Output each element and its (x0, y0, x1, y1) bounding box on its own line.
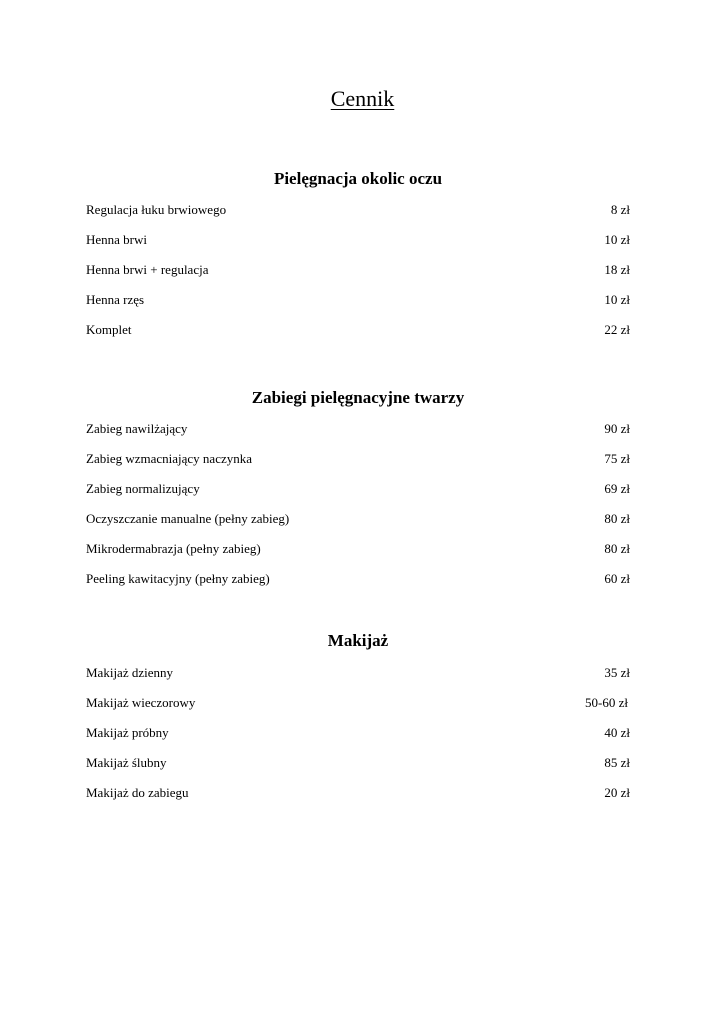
service-name: Henna rzęs (86, 292, 145, 307)
price-row (86, 754, 630, 784)
price-row (86, 540, 630, 570)
section-eye-care (86, 169, 630, 351)
service-name: Henna brwi + regulacja (86, 262, 209, 277)
service-price: 40 zł (604, 725, 630, 740)
service-price: 60 zł (604, 571, 630, 586)
service-name: Makijaż dzienny (86, 665, 173, 680)
service-price: 20 zł (604, 785, 630, 800)
service-name: Zabieg nawilżający (86, 421, 188, 436)
service-price: 10 zł (604, 292, 630, 307)
price-row (86, 231, 630, 261)
service-name: Zabieg wzmacniający naczynka (86, 451, 253, 466)
price-row (86, 724, 630, 754)
price-row (86, 450, 630, 480)
price-list (86, 420, 630, 600)
price-row (86, 784, 630, 814)
service-name: Henna brwi (86, 232, 148, 247)
service-name: Regulacja łuku brwiowego (86, 202, 227, 217)
service-price: 35 zł (604, 665, 630, 680)
price-row (86, 570, 630, 600)
section-makeup (86, 631, 630, 814)
service-price: 10 zł (604, 232, 630, 247)
section-heading: Zabiegi pielęgnacyjne twarzy (251, 388, 465, 407)
price-row (86, 664, 630, 694)
service-name: Mikrodermabrazja (pełny zabieg) (86, 541, 261, 556)
service-name: Makijaż ślubny (86, 755, 167, 770)
service-price: 18 zł (604, 262, 630, 277)
price-row (86, 694, 630, 724)
price-row (86, 201, 630, 231)
service-name: Makijaż do zabiegu (86, 785, 189, 800)
service-price: 22 zł (604, 322, 630, 337)
price-row (86, 510, 630, 540)
service-name: Oczyszczanie manualne (pełny zabieg) (86, 511, 290, 526)
service-price: 8 zł (610, 202, 630, 217)
service-name: Peeling kawitacyjny (pełny zabieg) (86, 571, 270, 586)
service-name: Komplet (86, 322, 132, 337)
section-heading: Makijaż (327, 631, 389, 650)
price-row (86, 261, 630, 291)
price-list (86, 664, 630, 814)
section-face-treatments (86, 388, 630, 600)
service-price: 85 zł (604, 755, 630, 770)
price-row (86, 420, 630, 450)
service-price: 50-60 zł (585, 695, 628, 710)
service-name: Makijaż próbny (86, 725, 169, 740)
service-price: 80 zł (604, 541, 630, 556)
service-price: 80 zł (604, 511, 630, 526)
service-price: 90 zł (604, 421, 630, 436)
section-heading: Pielęgnacja okolic oczu (273, 169, 443, 188)
price-row (86, 321, 630, 351)
service-price: 69 zł (604, 481, 630, 496)
service-name: Zabieg normalizujący (86, 481, 200, 496)
price-row (86, 291, 630, 321)
service-name: Makijaż wieczorowy (86, 695, 196, 710)
page-title: Cennik (330, 86, 395, 111)
service-price: 75 zł (604, 451, 630, 466)
price-row (86, 480, 630, 510)
price-list (86, 201, 630, 351)
